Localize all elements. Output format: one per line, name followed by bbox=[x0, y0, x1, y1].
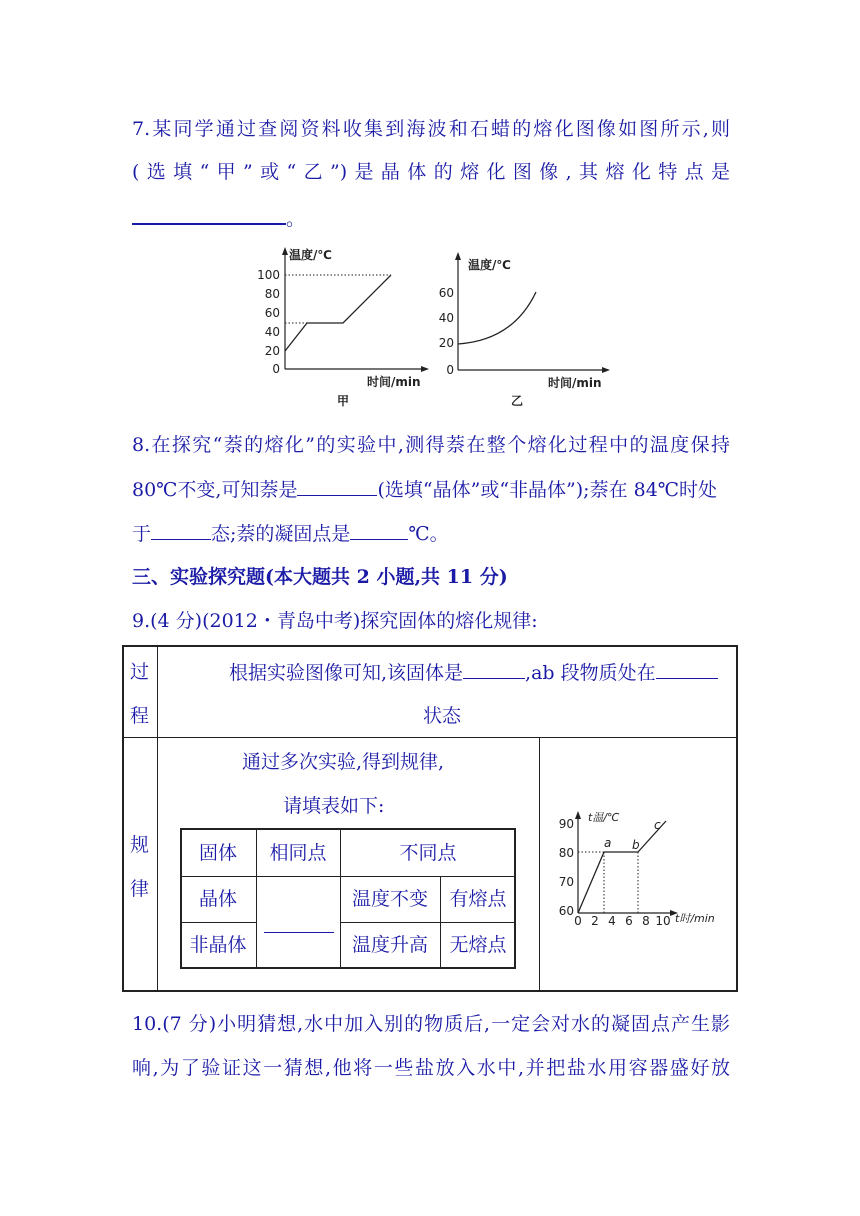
tick: 20 bbox=[264, 344, 280, 358]
tick: 2 bbox=[591, 914, 599, 928]
inner-cell: 温度不变 bbox=[351, 888, 428, 910]
q7-line1: 7.某同学通过查阅资料收集到海波和石蜡的熔化图像如图所示,则 bbox=[132, 118, 730, 140]
row2-label: 律 bbox=[130, 878, 150, 900]
tick: 40 bbox=[264, 325, 280, 339]
q9-xlabel: t时/min bbox=[675, 912, 715, 925]
row2-label: 规 bbox=[130, 834, 150, 856]
jia-xlabel: 时间/min bbox=[367, 375, 421, 389]
row1-text-end: 状态 bbox=[423, 705, 462, 727]
answer-blank[interactable] bbox=[350, 521, 408, 540]
tick: 0 bbox=[574, 914, 582, 928]
answer-blank[interactable] bbox=[463, 660, 525, 679]
tick: 90 bbox=[558, 817, 574, 831]
answer-blank[interactable] bbox=[264, 914, 334, 933]
section-title: 三、实验探究题(本大题共 2 小题,共 11 分) bbox=[132, 566, 508, 588]
inner-cell: 晶体 bbox=[198, 888, 237, 910]
graph-yi bbox=[438, 250, 610, 412]
point-label: a bbox=[604, 836, 612, 850]
row1-label: 过 bbox=[130, 661, 150, 683]
q10-line2: 响,为了验证这一猜想,他将一些盐放入水中,并把盐水用容器盛好放 bbox=[132, 1057, 730, 1079]
inner-cell: 无熔点 bbox=[449, 934, 507, 956]
q10-line1: 10.(7 分)小明猜想,水中加入别的物质后,一定会对水的凝固点产生影 bbox=[132, 1013, 730, 1035]
graph-jia bbox=[255, 243, 430, 411]
tick: 6 bbox=[625, 914, 633, 928]
tick: 80 bbox=[264, 287, 280, 301]
tick: 70 bbox=[558, 875, 574, 889]
tick: 100 bbox=[257, 268, 280, 282]
inner-cell: 有熔点 bbox=[449, 888, 507, 910]
point-label: c bbox=[654, 818, 661, 832]
q9-ylabel: t温/℃ bbox=[588, 811, 620, 824]
q9-graph bbox=[558, 805, 728, 933]
row1-text: 根据实验图像可知,该固体是 ,ab 段物质处在 bbox=[229, 660, 718, 685]
yi-caption: 乙 bbox=[511, 394, 524, 408]
tick: 20 bbox=[438, 336, 454, 350]
inner-cell: 温度升高 bbox=[351, 934, 428, 956]
inner-header: 固体 bbox=[198, 842, 237, 864]
tick: 60 bbox=[558, 904, 574, 918]
tick: 0 bbox=[446, 363, 454, 377]
row2-text2: 请填表如下: bbox=[283, 795, 385, 817]
answer-blank[interactable] bbox=[132, 203, 286, 225]
inner-header: 不同点 bbox=[399, 842, 457, 864]
q8-line1: 8.在探究“萘的熔化”的实验中,测得萘在整个熔化过程中的温度保持 bbox=[132, 434, 730, 456]
answer-blank[interactable] bbox=[151, 521, 211, 540]
tick: 40 bbox=[438, 311, 454, 325]
q8-line3: 于 态;萘的凝固点是 ℃。 bbox=[132, 523, 449, 545]
yi-xlabel: 时间/min bbox=[548, 376, 602, 390]
tick: 60 bbox=[264, 306, 280, 320]
jia-ylabel: 温度/℃ bbox=[289, 248, 332, 262]
inner-cell: 非晶体 bbox=[189, 934, 247, 956]
answer-blank[interactable] bbox=[656, 660, 718, 679]
jia-caption: 甲 bbox=[337, 394, 350, 408]
tick: 10 bbox=[655, 914, 671, 928]
tick: 0 bbox=[272, 362, 280, 376]
answer-blank[interactable] bbox=[297, 477, 377, 496]
q7-line2: (选填“甲”或“乙”)是晶体的熔化图像,其熔化特点是 bbox=[132, 161, 730, 183]
yi-ylabel: 温度/℃ bbox=[468, 258, 511, 272]
q7-line3: 。 bbox=[132, 203, 305, 231]
q9-header: 9.(4 分)(2012・青岛中考)探究固体的熔化规律: bbox=[132, 610, 538, 632]
tick: 60 bbox=[438, 286, 454, 300]
row2-text1: 通过多次实验,得到规律, bbox=[242, 751, 445, 773]
tick: 4 bbox=[608, 914, 616, 928]
tick: 80 bbox=[558, 846, 574, 860]
tick: 8 bbox=[642, 914, 650, 928]
row1-label: 程 bbox=[130, 705, 150, 727]
point-label: b bbox=[632, 838, 640, 852]
inner-header: 相同点 bbox=[269, 842, 327, 864]
q8-line2: 80℃不变,可知萘是 (选填“晶体”或“非晶体”);萘在 84℃时处 bbox=[132, 479, 718, 501]
